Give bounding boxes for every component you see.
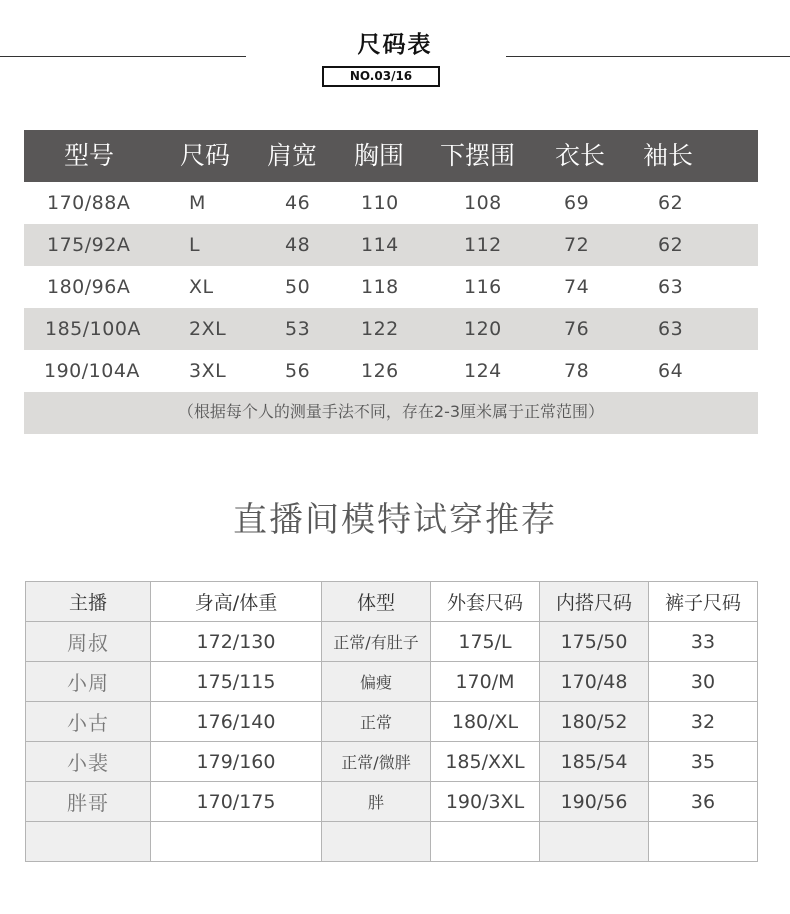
size-chart-cell: 74	[564, 276, 590, 298]
model-table-cell	[431, 822, 540, 862]
model-table-row	[26, 662, 758, 702]
size-chart-cell: 56	[285, 360, 311, 382]
model-name-cell: 小裴	[26, 742, 151, 782]
size-chart-cell: 64	[658, 360, 684, 382]
model-table-cell	[151, 822, 322, 862]
model-table-row-empty	[26, 822, 758, 862]
size-chart-cell: 180/96A	[47, 276, 131, 298]
size-chart-cell: 110	[361, 192, 399, 214]
size-chart-row	[24, 266, 758, 308]
size-chart-cell: 72	[564, 234, 590, 256]
size-chart-cell: 126	[361, 360, 399, 382]
model-table-cell: 175/115	[151, 662, 322, 702]
model-table-cell	[649, 822, 758, 862]
model-table-cell: 正常/微胖	[322, 742, 431, 782]
model-table-cell: 179/160	[151, 742, 322, 782]
size-chart-cell: 175/92A	[47, 234, 131, 256]
model-table-header-cell: 外套尺码	[431, 582, 540, 622]
size-chart-cell: 120	[464, 318, 502, 340]
measurement-note: （根据每个人的测量手法不同，存在2-3厘米属于正常范围）	[24, 392, 758, 434]
size-chart-cell: 190/104A	[44, 360, 140, 382]
size-chart-header-row	[24, 130, 758, 182]
size-chart-cell: 46	[285, 192, 311, 214]
size-chart-header-cell: 下摆围	[440, 141, 516, 170]
size-chart-cell: 63	[658, 318, 684, 340]
model-table-cell: 190/3XL	[431, 782, 540, 822]
size-chart-cell: 112	[464, 234, 502, 256]
header-rule-right	[506, 56, 790, 57]
size-chart-cell: 116	[464, 276, 502, 298]
model-fit-table	[25, 581, 758, 862]
model-table-cell: 170/175	[151, 782, 322, 822]
size-chart-cell: 114	[361, 234, 399, 256]
size-chart-cell: 122	[361, 318, 399, 340]
size-chart-cell: 76	[564, 318, 590, 340]
model-table-cell: 180/52	[540, 702, 649, 742]
model-table-cell	[322, 822, 431, 862]
model-table-cell: 190/56	[540, 782, 649, 822]
header-rule-left	[0, 56, 246, 57]
model-table-header-cell: 主播	[26, 582, 151, 622]
model-section-title: 直播间模特试穿推荐	[233, 500, 557, 540]
model-table-header-cell: 裤子尺码	[649, 582, 758, 622]
model-name-cell: 周叔	[26, 622, 151, 662]
model-table-cell: 172/130	[151, 622, 322, 662]
model-table-cell: 175/50	[540, 622, 649, 662]
size-chart-cell: 50	[285, 276, 311, 298]
size-chart-cell: 48	[285, 234, 311, 256]
model-table-row	[26, 622, 758, 662]
size-chart-cell: 2XL	[189, 318, 227, 340]
size-chart-row	[24, 308, 758, 350]
size-chart-header-cell: 尺码	[180, 141, 231, 170]
model-table-header-row	[26, 582, 758, 622]
model-name-cell	[26, 822, 151, 862]
size-chart-header-cell: 袖长	[643, 141, 694, 170]
size-chart-cell: 118	[361, 276, 399, 298]
model-table-cell: 32	[649, 702, 758, 742]
model-name-cell: 小古	[26, 702, 151, 742]
model-name-cell: 胖哥	[26, 782, 151, 822]
size-chart-cell: M	[189, 192, 206, 214]
size-chart-cell: XL	[189, 276, 214, 298]
page-number-badge: NO.03/16	[322, 66, 440, 87]
model-table-row	[26, 782, 758, 822]
size-chart-cell: 108	[464, 192, 502, 214]
model-table-cell: 185/XXL	[431, 742, 540, 782]
size-chart-cell: 69	[564, 192, 590, 214]
model-name-cell: 小周	[26, 662, 151, 702]
model-table-header-cell: 体型	[322, 582, 431, 622]
size-chart-cell: 53	[285, 318, 311, 340]
model-table-cell: 35	[649, 742, 758, 782]
model-table-cell: 33	[649, 622, 758, 662]
size-chart-cell: 78	[564, 360, 590, 382]
model-table-header-cell: 内搭尺码	[540, 582, 649, 622]
model-table-cell: 30	[649, 662, 758, 702]
size-chart-cell: 185/100A	[45, 318, 141, 340]
model-table-row	[26, 702, 758, 742]
size-chart-header-cell: 衣长	[555, 141, 606, 170]
size-chart-row	[24, 224, 758, 266]
size-chart-cell: 3XL	[189, 360, 227, 382]
size-chart-cell: L	[189, 234, 201, 256]
size-chart-cell: 62	[658, 234, 684, 256]
model-table-cell: 185/54	[540, 742, 649, 782]
model-table-cell: 175/L	[431, 622, 540, 662]
model-table-cell: 170/48	[540, 662, 649, 702]
size-chart-row	[24, 350, 758, 392]
model-table-row	[26, 742, 758, 782]
model-table-cell: 176/140	[151, 702, 322, 742]
model-table-header-cell: 身高/体重	[151, 582, 322, 622]
model-table-cell	[540, 822, 649, 862]
model-table-cell: 胖	[322, 782, 431, 822]
size-chart-cell: 63	[658, 276, 684, 298]
model-table-cell: 偏瘦	[322, 662, 431, 702]
model-table-cell: 36	[649, 782, 758, 822]
size-chart-cell: 124	[464, 360, 502, 382]
model-table-cell: 正常/有肚子	[322, 622, 431, 662]
model-table-cell: 170/M	[431, 662, 540, 702]
size-chart-table	[24, 130, 758, 434]
size-chart-header-cell: 胸围	[354, 141, 405, 170]
size-chart-row	[24, 182, 758, 224]
size-chart-cell: 62	[658, 192, 684, 214]
page-title: 尺码表	[357, 32, 433, 58]
model-table-cell: 180/XL	[431, 702, 540, 742]
size-chart-header-cell: 型号	[64, 141, 115, 170]
model-table-cell: 正常	[322, 702, 431, 742]
size-chart-header-cell: 肩宽	[267, 141, 318, 170]
size-chart-cell: 170/88A	[47, 192, 131, 214]
